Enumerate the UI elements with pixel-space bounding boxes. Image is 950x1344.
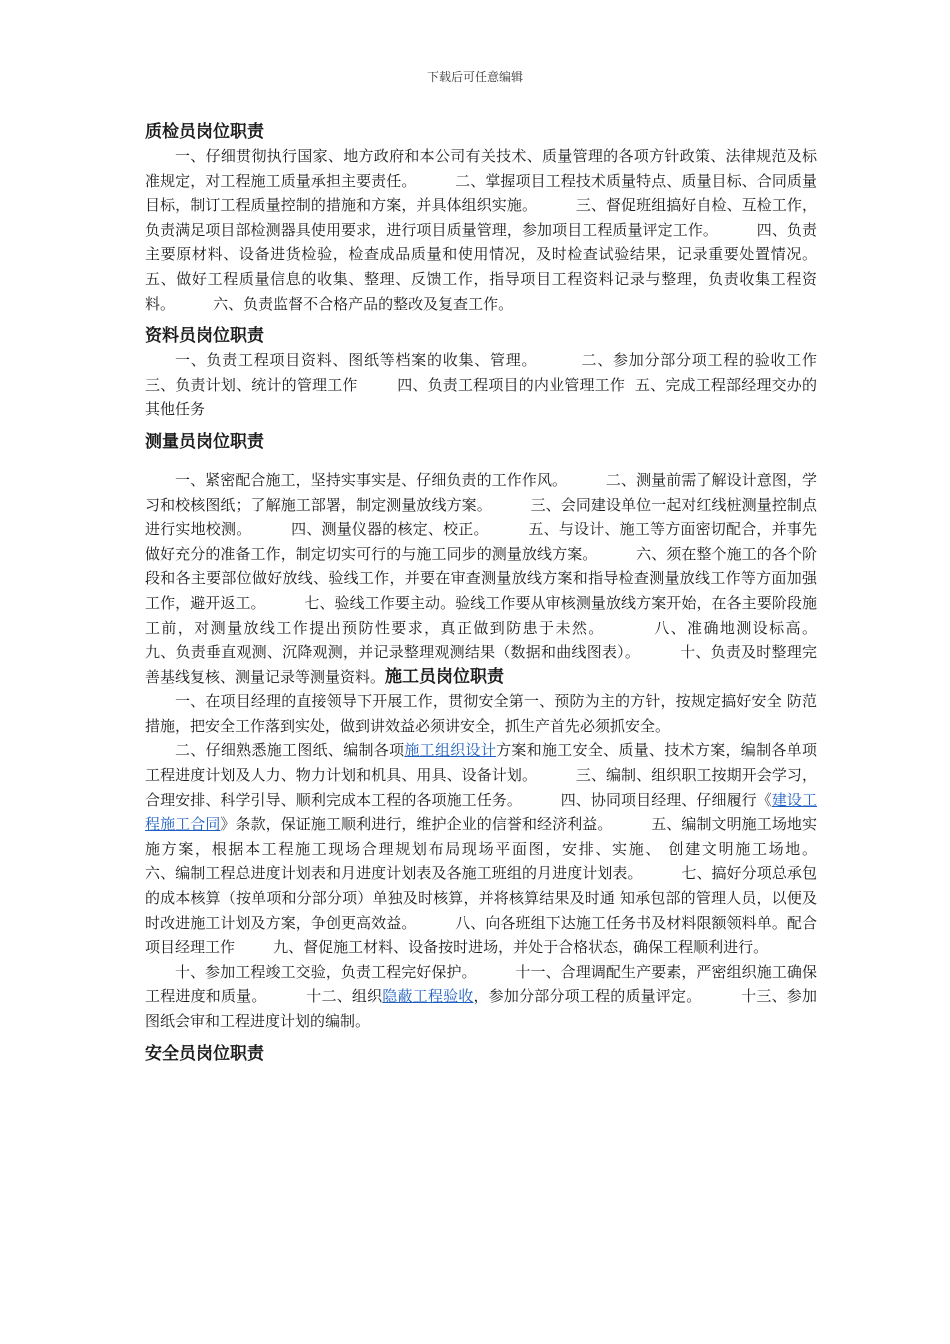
section-text-docs: 一、负责工程项目资料、图纸等档案的收集、管理。 二、参加分部分项工程的验收工作 三、负责计划、统计的管理工作 四、负责工程项目的内业管理工作 五、完成工程部经理交办的其他任务 <box>145 351 856 419</box>
link-construction-org-design[interactable]: 施工组织设计 <box>404 741 497 760</box>
section-text-construction-1: 一、在项目经理的直接领导下开展工作，贯彻安全第一、预防为主的方针，按规定搞好安全 防范措施，把安全工作落到实处，做到讲效益必须讲安全，抓生产首先必须抓安全。 <box>145 692 817 735</box>
page-header-note: 下载后可任意编辑 <box>426 70 523 84</box>
section-title-docs: 资料员岗位职责 <box>145 326 264 347</box>
section-text-qc: 一、仔细贯彻执行国家、地方政府和本公司有关技术、质量管理的各项方针政策、法律规范及标准规定，对工程施工质量承担主要责任。 二、掌握项目工程技术质量特点、质量目标、合同质量目标，制订工程质量控制的措施和方案，并具体组织实施。 三、督促班组搞好自检、互检工作，负责满足项目部检测器具使用要求，进行项目质量管理，参加项目工程质量评定工作。 四、负责主要原材料、设备进货检验，检查成品质量和使用情况，及时检查试验结果，记录重要处置情况。 五、做好工程质量信息的收集、整理、反馈工作，指导项目工程资料记录与整理，负责收集工程资料。 六、负责监督不合格产品的整改及复查工作。 <box>145 147 856 313</box>
section-title-construction: 施工员岗位职责 <box>385 666 505 687</box>
section-text-construction-2: 二、仔细熟悉施工图纸、编制各项施工组织设计方案和施工安全、质量、技术方案，编制各单项工程进度计划及人力、物力计划和机具、用具、设备计划。 三、编制、组织职工按期开会学习，合理安排、科学引导、顺利完成本工程的各项施工任务。 四、协同项目经理、仔细履行《建设工程施工合同》条款，保证施工顺利进行，维护企业的信誉和经济利益。 五、编制文明施工场地实施方案，根据本工程施工现场合理规划布局现场平面图，安排、实施、 创建文明施工场地。 六、编制工程总进度计划表和月进度计划表及各施工班组的月进度计划表。 七、搞好分项总承包的成本核算（按单项和分部分项）单独及时核算，并将核算结果及时通 知承包部的管理人员，以便及时改进施工计划及方案，争创更高效益。 八、向各班组下达施工任务书及材料限额领料单。配合项目经理工作 九、督促施工材料、设备按时进场，并处于合格状态，确保工程顺利进行。 <box>145 741 856 957</box>
section-title-safety: 安全员岗位职责 <box>145 1043 264 1064</box>
section-title-survey: 测量员岗位职责 <box>145 431 264 452</box>
section-text-construction-3: 十、参加工程竣工交验，负责工程完好保护。 十一、合理调配生产要素，严密组织施工确保工程进度和质量。 十二、组织隐蔽工程验收，参加分部分项工程的质量评定。 十三、参加图纸会审和工程进度计划的编制。 <box>145 962 817 1030</box>
section-title-qc: 质检员岗位职责 <box>145 122 264 142</box>
link-construction-contract[interactable]: 建设工程施工合同 <box>145 790 817 834</box>
document-body <box>145 120 856 1066</box>
link-concealed-work-acceptance[interactable]: 隐蔽工程验收 <box>382 987 474 1006</box>
section-text-survey: 一、紧密配合施工，坚持实事实是、仔细负责的工作作风。 二、测量前需了解设计意图，学习和校核图纸；了解施工部署，制定测量放线方案。 三、会同建设单位一起对红线桩测量控制点进行实地校测。 四、测量仪器的核定、校正。 五、与设计、施工等方面密切配合，并事先做好充分的准备工作，制定切实可行的与施工同步的测量放线方案。 六、须在整个施工的各个阶段和各主要部位做好放线、验线工作，并要在审查测量放线方案和指导检查测量放线工作等方面加强工作，避开返工。 七、验线工作要主动。验线工作要从审核测量放线方案开始，在各主要阶段施工前，对测量放线工作提出预防性要求，真正做到防患于未然。 八、准确地测设标高。 九、负责垂直观测、沉降观测，并记录整理观测结果（数据和曲线图表）。 十、负责及时整理完善基线复核、测量记录等测量资料。施工员岗位职责 <box>145 470 856 687</box>
